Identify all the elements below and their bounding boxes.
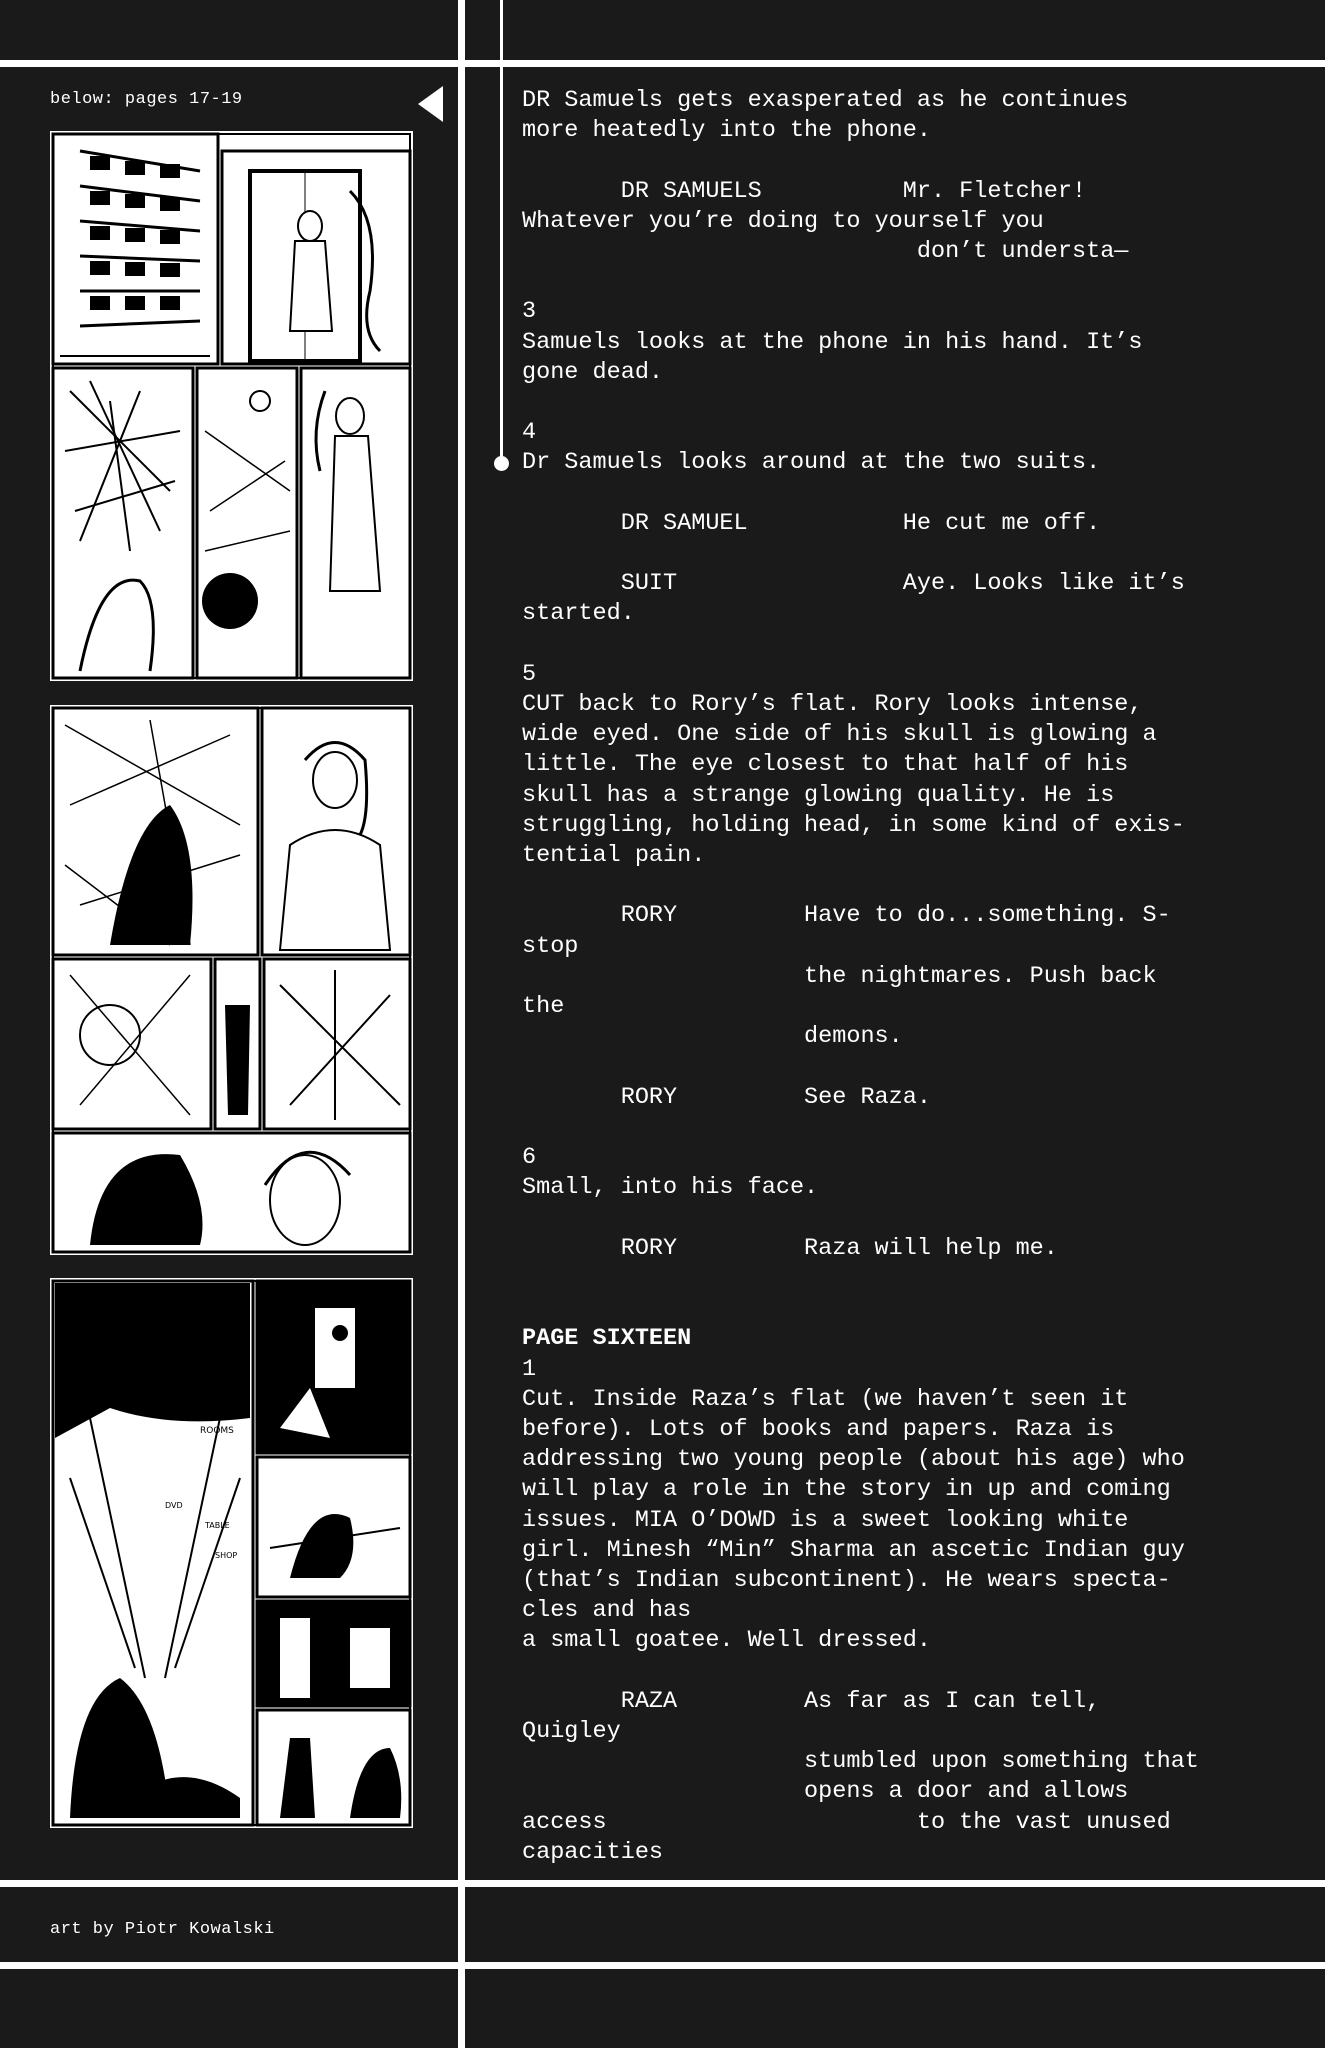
- script-line: DR SAMUELS Mr. Fletcher!: [522, 177, 1087, 205]
- script-line: [522, 388, 1242, 418]
- script-line: addressing two young people (about his age) who: [522, 1446, 1185, 1474]
- script-line: a small goatee. Well dressed.: [522, 1627, 931, 1655]
- script-line: [522, 1657, 1242, 1687]
- script-line: demons.: [522, 1023, 903, 1051]
- script-line: RAZA As far as I can tell,: [522, 1687, 1101, 1715]
- script-line: opens a door and allows: [522, 1778, 1129, 1806]
- timeline-dot: [494, 456, 509, 471]
- script-line: [522, 1053, 1242, 1083]
- right-column-divider: [1325, 0, 1332, 2048]
- script-line: SUIT Aye. Looks like it’s: [522, 570, 1185, 598]
- script-line: [522, 146, 1242, 176]
- script-line: DR Samuels gets exasperated as he continues: [522, 87, 1129, 114]
- script-line: 5: [522, 660, 537, 688]
- script-line: gone dead.: [522, 358, 664, 386]
- script-line: capacities: [522, 1838, 664, 1866]
- script-line: [522, 539, 1242, 569]
- script-line: [522, 1294, 1242, 1324]
- bottom-divider: [0, 1962, 1332, 1969]
- script-line: don’t understa—: [522, 238, 1129, 266]
- script-line: wide eyed. One side of his skull is glowing a: [522, 721, 1157, 749]
- script-line: [522, 479, 1242, 509]
- script-line: RORY Have to do...something. S-: [522, 902, 1171, 930]
- script-line: little. The eye closest to that half of his: [522, 751, 1129, 779]
- script-line: struggling, holding head, in some kind of exis-: [522, 811, 1185, 839]
- script-line: [522, 630, 1242, 660]
- script-line: [522, 1264, 1242, 1294]
- script-line: will play a role in the story in up and coming: [522, 1476, 1171, 1504]
- script-line: skull has a strange glowing quality. He is: [522, 781, 1115, 809]
- script-line: the nightmares. Push back: [522, 962, 1157, 990]
- pages-caption: below: pages 17-19: [50, 90, 243, 109]
- script-line: tential pain.: [522, 842, 706, 870]
- sign-shop: SHOP: [215, 1551, 238, 1560]
- script-text: [522, 86, 1242, 1868]
- page-17-thumbnail[interactable]: [50, 131, 413, 681]
- left-column-divider: [458, 0, 465, 2048]
- script-line: stop: [522, 932, 579, 960]
- timeline-line: [500, 0, 503, 460]
- script-line: stumbled upon something that: [522, 1748, 1199, 1776]
- script-line: more heatedly into the phone.: [522, 117, 931, 145]
- art-credit: art by Piotr Kowalski: [50, 1920, 275, 1939]
- lower-divider: [0, 1880, 1332, 1887]
- script-line: started.: [522, 600, 635, 628]
- script-line: issues. MIA O’DOWD is a sweet looking white: [522, 1506, 1129, 1534]
- script-line: cles and has: [522, 1597, 692, 1625]
- script-line: Quigley: [522, 1717, 621, 1745]
- script-line: Small, into his face.: [522, 1174, 819, 1202]
- script-line: Whatever you’re doing to yourself you: [522, 207, 1044, 235]
- script-line: 3: [522, 298, 537, 326]
- script-line: access to the vast unused: [522, 1808, 1171, 1836]
- script-line: before). Lots of books and papers. Raza is: [522, 1415, 1115, 1443]
- script-line: the: [522, 993, 565, 1021]
- script-line: Samuels looks at the phone in his hand. It’s: [522, 328, 1143, 356]
- page-19-thumbnail[interactable]: [50, 1278, 413, 1828]
- script-line: Dr Samuels looks around at the two suits.: [522, 449, 1101, 477]
- page-heading: PAGE SIXTEEN: [522, 1325, 692, 1353]
- sign-rooms: ROOMS: [200, 1426, 234, 1436]
- script-line: DR SAMUEL He cut me off.: [522, 509, 1101, 537]
- top-divider: [0, 60, 1332, 67]
- script-line: 6: [522, 1144, 537, 1172]
- page-18-thumbnail[interactable]: [50, 705, 413, 1255]
- script-line: [522, 1204, 1242, 1234]
- left-arrow-icon[interactable]: [418, 86, 443, 122]
- sign-table: TABLE: [205, 1521, 230, 1530]
- script-line: (that’s Indian subcontinent). He wears specta-: [522, 1566, 1171, 1594]
- script-line: RORY See Raza.: [522, 1083, 931, 1111]
- script-line: [522, 267, 1242, 297]
- script-line: girl. Minesh “Min” Sharma an ascetic Indian guy: [522, 1536, 1185, 1564]
- script-line: [522, 871, 1242, 901]
- script-line: 4: [522, 419, 537, 447]
- script-line: RORY Raza will help me.: [522, 1234, 1058, 1262]
- script-line: CUT back to Rory’s flat. Rory looks intense,: [522, 691, 1143, 719]
- script-line: [522, 1113, 1242, 1143]
- sign-dvd: DVD: [165, 1501, 183, 1510]
- script-line: 1: [522, 1355, 537, 1383]
- script-line: Cut. Inside Raza’s flat (we haven’t seen it: [522, 1385, 1129, 1413]
